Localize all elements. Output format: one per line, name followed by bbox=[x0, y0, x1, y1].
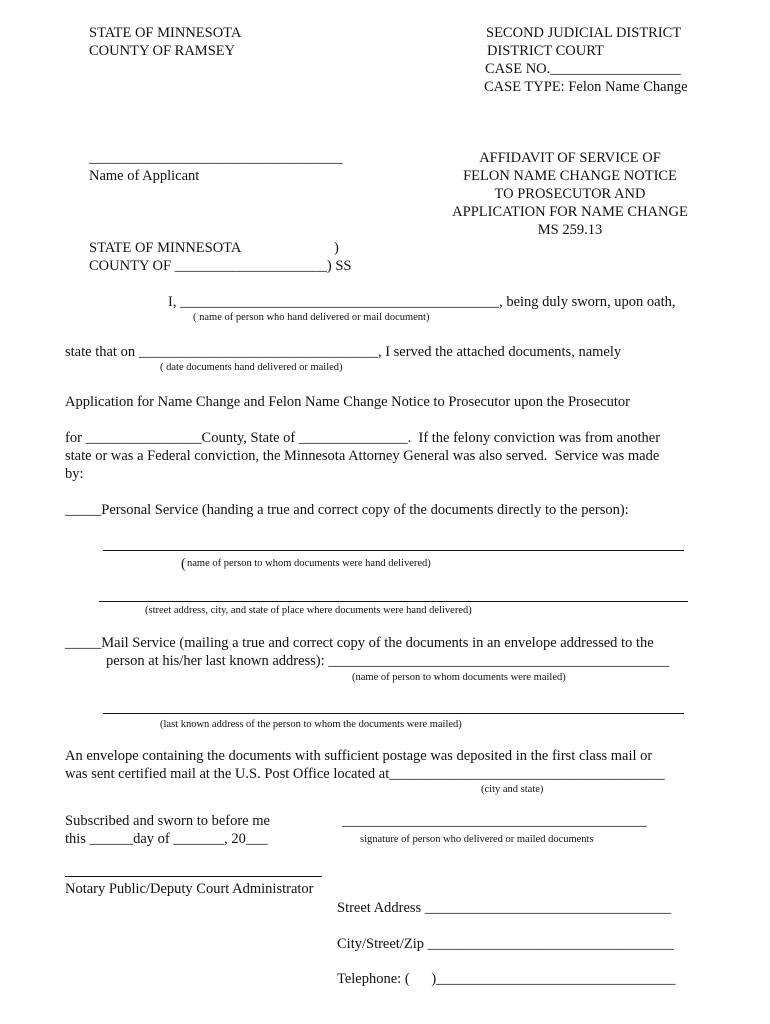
mail-name-caption: (name of person to whom documents were mailed) bbox=[352, 672, 566, 683]
applicant-line: ___________________________________ bbox=[89, 150, 343, 166]
title-line-4: APPLICATION FOR NAME CHANGE bbox=[452, 204, 688, 220]
for-line-3: by: bbox=[65, 466, 84, 482]
street-address-field: Street Address __________________________________ bbox=[337, 900, 672, 916]
mail-address-caption: (last known address of the person to whom the documents were mailed) bbox=[160, 719, 462, 730]
title-line-5: MS 259.13 bbox=[537, 222, 603, 238]
personal-caption-paren: ( bbox=[181, 556, 186, 572]
telephone-field: Telephone: ( )_________________________________ bbox=[337, 971, 676, 987]
sworn-caption: ( name of person who hand delivered or mail document) bbox=[193, 312, 430, 323]
personal-service: _____Personal Service (handing a true and correct copy of the documents directly to the person): bbox=[65, 502, 629, 518]
signature-line: __________________________________________ bbox=[342, 813, 647, 829]
mail-service-2: person at his/her last known address): _______________________________________________ bbox=[106, 653, 670, 669]
venue-paren: ) bbox=[334, 240, 339, 256]
header-state: STATE OF MINNESOTA bbox=[89, 25, 242, 41]
title-line-2: FELON NAME CHANGE NOTICE bbox=[463, 168, 677, 184]
city-zip-field: City/Street/Zip __________________________________ bbox=[337, 936, 675, 952]
envelope-line-1: An envelope containing the documents with sufficient postage was deposited in the first class mail or bbox=[65, 748, 653, 764]
mail-address-line bbox=[103, 713, 684, 714]
state-that-line: state that on _________________________________, I served the attached documents, namely bbox=[65, 344, 622, 360]
case-number: CASE NO.__________________ bbox=[485, 61, 681, 77]
sworn-statement: I, ____________________________________________, being duly sworn, upon oath, bbox=[168, 294, 676, 310]
city-state-caption: (city and state) bbox=[481, 784, 544, 795]
venue-county: COUNTY OF _____________________) SS bbox=[89, 258, 352, 274]
header-district: SECOND JUDICIAL DISTRICT bbox=[486, 25, 682, 41]
venue-state: STATE OF MINNESOTA bbox=[89, 240, 242, 256]
header-court: DISTRICT COURT bbox=[487, 43, 604, 59]
mail-service: _____Mail Service (mailing a true and correct copy of the documents in an envelope addressed to the bbox=[65, 635, 654, 651]
personal-address-caption: (street address, city, and state of place where documents were hand delivered) bbox=[145, 605, 472, 616]
title-line-3: TO PROSECUTOR AND bbox=[494, 186, 646, 202]
personal-address-line bbox=[99, 601, 688, 602]
personal-name-line bbox=[103, 550, 684, 551]
subscribed-text: Subscribed and sworn to before me bbox=[65, 813, 270, 829]
envelope-line-2: was sent certified mail at the U.S. Post Office located at______________________________________ bbox=[65, 766, 665, 782]
this-day-text: this ______day of _______, 20___ bbox=[65, 831, 268, 847]
for-line-2: state or was a Federal conviction, the Minnesota Attorney General was also served. Service was made bbox=[65, 448, 660, 464]
header-county: COUNTY OF RAMSEY bbox=[89, 43, 236, 59]
applicant-label: Name of Applicant bbox=[89, 168, 200, 184]
for-line-1: for ________________County, State of _______________. If the felony conviction was from another bbox=[65, 430, 661, 446]
application-line: Application for Name Change and Felon Name Change Notice to Prosecutor upon the Prosecutor bbox=[65, 394, 630, 410]
signature-caption: signature of person who delivered or mailed documents bbox=[360, 834, 594, 845]
case-type: CASE TYPE: Felon Name Change bbox=[484, 79, 688, 95]
title-line-1: AFFIDAVIT OF SERVICE OF bbox=[479, 150, 661, 166]
personal-name-caption: name of person to whom documents were hand delivered) bbox=[187, 558, 431, 569]
date-caption: ( date documents hand delivered or mailed) bbox=[160, 362, 343, 373]
notary-line bbox=[65, 876, 322, 877]
notary-label: Notary Public/Deputy Court Administrator bbox=[65, 881, 314, 897]
